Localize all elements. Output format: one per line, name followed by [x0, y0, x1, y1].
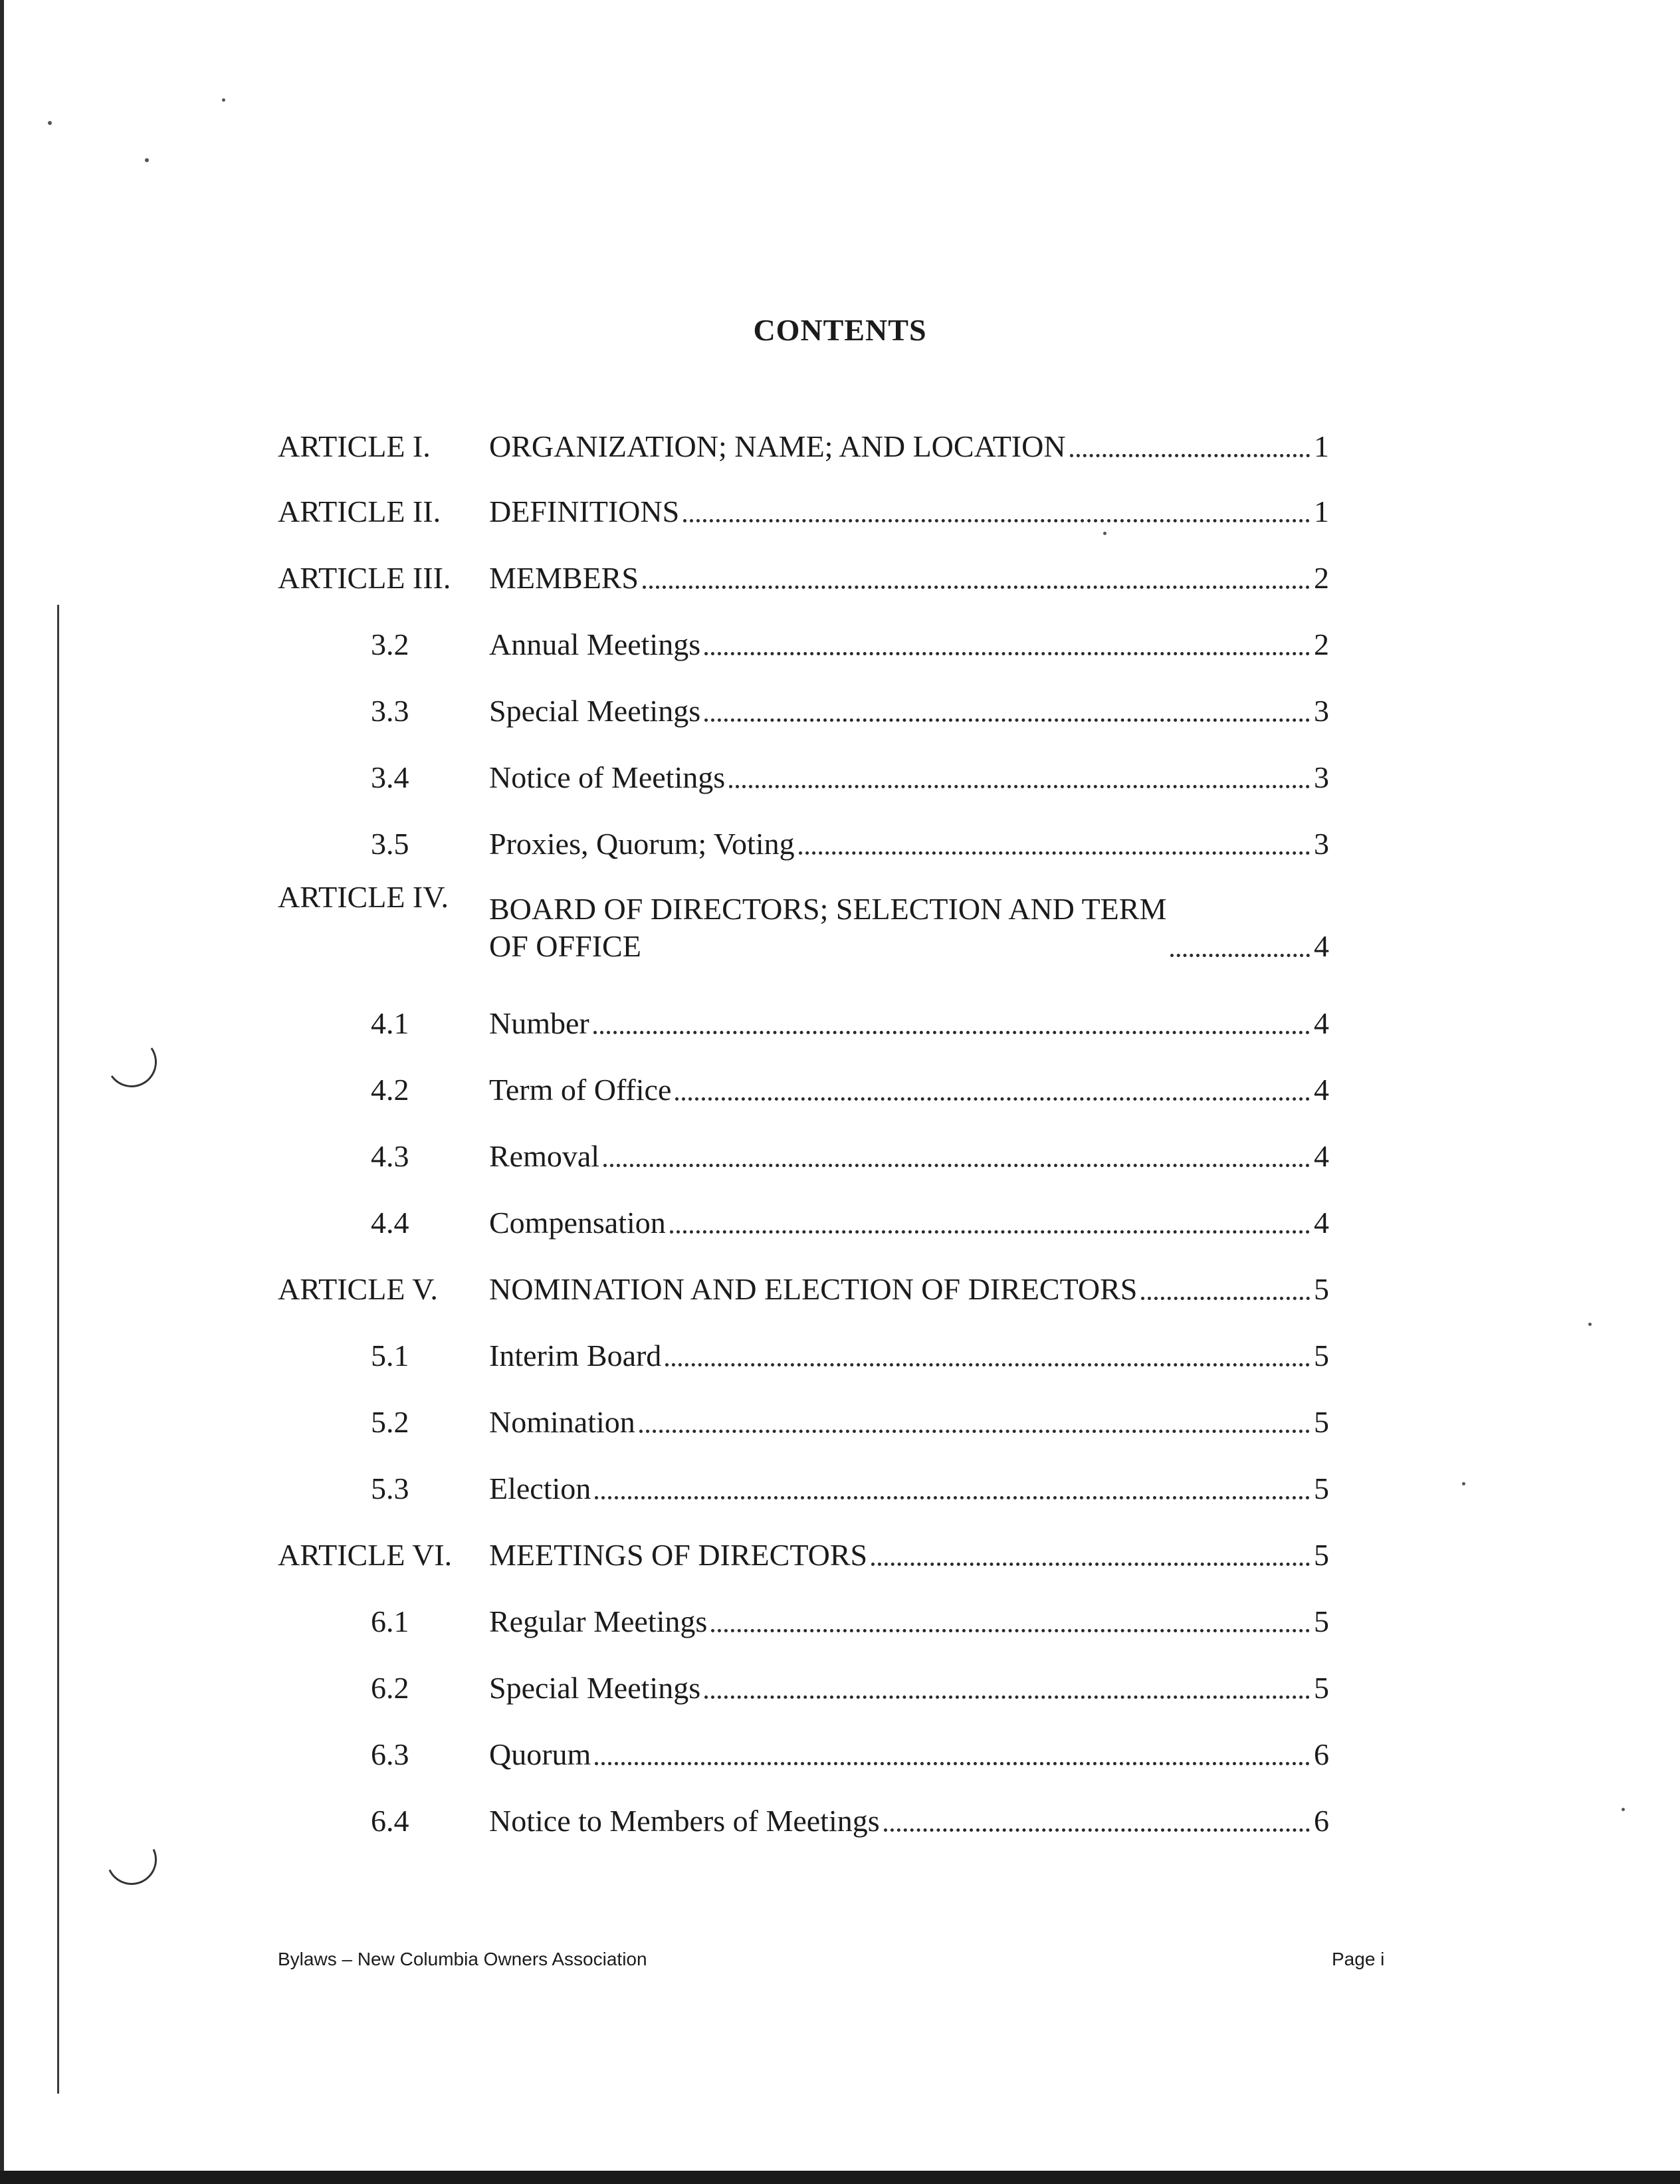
toc-dot-leader — [884, 1828, 1310, 1832]
toc-label: 4.1 — [371, 1006, 409, 1040]
toc-label: 3.4 — [371, 760, 409, 794]
toc-title: Term of Office — [489, 1073, 672, 1107]
toc-dot-leader — [683, 519, 1310, 522]
toc-section-row — [278, 1594, 1329, 1640]
toc-title: Annual Meetings — [489, 627, 701, 661]
toc-dot-leader — [603, 1164, 1310, 1167]
toc-entry — [489, 825, 1329, 863]
toc-section-row — [278, 1461, 1329, 1507]
toc-page-number: 4 — [1314, 1206, 1329, 1240]
toc-label: 4.3 — [371, 1139, 409, 1173]
toc-article-row — [278, 484, 1329, 530]
toc-entry — [489, 1337, 1329, 1374]
toc-title: BOARD OF DIRECTORS; SELECTION AND TERM — [489, 892, 1167, 926]
scan-speck — [48, 121, 52, 125]
toc-dot-leader — [643, 586, 1310, 589]
toc-dot-leader — [729, 785, 1310, 788]
toc-dot-leader — [595, 1762, 1310, 1765]
toc-entry — [489, 759, 1329, 796]
toc-label: ARTICLE V. — [278, 1272, 438, 1306]
toc-title: Notice of Meetings — [489, 760, 726, 794]
toc-dot-leader — [871, 1563, 1310, 1566]
margin-line — [57, 605, 59, 2094]
toc-article-row — [278, 419, 1329, 465]
toc-label: 6.2 — [371, 1671, 409, 1705]
toc-label: 6.4 — [371, 1804, 409, 1838]
toc-label: 3.2 — [371, 627, 409, 661]
toc-section-row — [278, 996, 1329, 1042]
toc-title: Number — [489, 1006, 589, 1040]
toc-label: 4.2 — [371, 1073, 409, 1107]
toc-title-continued: OF OFFICE — [489, 929, 641, 963]
toc-title: ORGANIZATION; NAME; AND LOCATION — [489, 429, 1066, 463]
toc-entry — [489, 1271, 1329, 1308]
toc-dot-leader — [639, 1430, 1310, 1433]
toc-dot-leader — [1170, 954, 1310, 957]
punch-hole-mark — [99, 1827, 163, 1892]
toc-page-number: 3 — [1314, 760, 1329, 794]
scan-edge-bottom — [0, 2171, 1680, 2184]
toc-label: 5.2 — [371, 1405, 409, 1439]
toc-title: Nomination — [489, 1405, 635, 1439]
toc-section-row — [278, 750, 1329, 796]
toc-entry — [489, 1138, 1329, 1175]
toc-title: Proxies, Quorum; Voting — [489, 827, 795, 861]
toc-dot-leader — [595, 1496, 1310, 1499]
toc-page-number: 1 — [1314, 429, 1329, 463]
toc-label: ARTICLE IV. — [278, 880, 449, 914]
toc-section-row — [278, 1793, 1329, 1840]
toc-page-number: 3 — [1314, 827, 1329, 861]
toc-label: 3.3 — [371, 694, 409, 728]
toc-title-block — [489, 891, 1166, 965]
toc-entry — [489, 1005, 1329, 1042]
scan-speck — [145, 158, 149, 162]
toc-page-number: 5 — [1314, 1538, 1329, 1572]
toc-page-number: 5 — [1314, 1272, 1329, 1306]
toc-entry — [489, 428, 1329, 465]
toc-page-number: 6 — [1314, 1804, 1329, 1838]
toc-page-number: 4 — [1314, 929, 1329, 963]
toc-entry — [489, 693, 1329, 730]
toc-section-row — [278, 1660, 1329, 1707]
toc-title: Special Meetings — [489, 694, 701, 728]
contents-heading: CONTENTS — [753, 313, 927, 347]
scan-speck — [222, 98, 225, 102]
footer-document-title: Bylaws – New Columbia Owners Association — [278, 1949, 647, 1969]
toc-label: ARTICLE I. — [278, 429, 431, 463]
scan-speck — [1103, 532, 1106, 535]
toc-section-row — [278, 1394, 1329, 1441]
toc-title: Quorum — [489, 1737, 591, 1771]
toc-label: 3.5 — [371, 827, 409, 861]
toc-dot-leader — [799, 851, 1310, 855]
toc-article-row — [278, 1527, 1329, 1574]
scan-speck — [1588, 1323, 1592, 1326]
toc-label: ARTICLE II. — [278, 494, 441, 528]
toc-page-number: 5 — [1314, 1671, 1329, 1705]
toc-section-row — [278, 1062, 1329, 1109]
toc-article-row — [278, 1261, 1329, 1308]
toc-section-row — [278, 1195, 1329, 1242]
toc-article-row — [278, 879, 1329, 965]
toc-title: Regular Meetings — [489, 1604, 708, 1638]
toc-label: 5.3 — [371, 1472, 409, 1505]
toc-title: NOMINATION AND ELECTION OF DIRECTORS — [489, 1272, 1138, 1306]
toc-page-number: 1 — [1314, 494, 1329, 528]
toc-section-row — [278, 1328, 1329, 1374]
toc-section-row — [278, 816, 1329, 863]
toc-page-number: 6 — [1314, 1737, 1329, 1771]
toc-dot-leader — [711, 1629, 1310, 1632]
toc-dot-leader — [1070, 454, 1310, 457]
toc-entry — [489, 1537, 1329, 1574]
toc-title: MEETINGS OF DIRECTORS — [489, 1538, 868, 1572]
scan-speck — [1622, 1808, 1625, 1811]
toc-page-number: 4 — [1314, 1006, 1329, 1040]
toc-page-number: 4 — [1314, 1139, 1329, 1173]
toc-page-number: 4 — [1314, 1073, 1329, 1107]
toc-label: 6.1 — [371, 1604, 409, 1638]
scan-speck — [1462, 1482, 1465, 1485]
toc-article-row — [278, 550, 1329, 597]
toc-title: Election — [489, 1472, 591, 1505]
toc-dot-leader — [675, 1097, 1310, 1101]
toc-entry — [489, 1802, 1329, 1840]
toc-dot-leader — [665, 1363, 1310, 1366]
toc-section-row — [278, 683, 1329, 730]
toc-dot-leader — [1141, 1297, 1310, 1300]
toc-dot-leader — [593, 1031, 1310, 1034]
toc-section-row — [278, 1129, 1329, 1175]
toc-dot-leader — [704, 652, 1310, 655]
toc-page-number: 2 — [1314, 627, 1329, 661]
toc-entry — [489, 1670, 1329, 1707]
toc-entry — [489, 1071, 1329, 1109]
toc-entry — [489, 1736, 1329, 1773]
footer-page-number: Page i — [1332, 1949, 1385, 1969]
toc-section-row — [278, 1727, 1329, 1773]
toc-title: Removal — [489, 1139, 600, 1173]
toc-label: 5.1 — [371, 1339, 409, 1372]
toc-dot-leader — [670, 1230, 1310, 1234]
toc-page-number: 3 — [1314, 694, 1329, 728]
toc-title: Compensation — [489, 1206, 666, 1240]
toc-title: DEFINITIONS — [489, 494, 680, 528]
toc-title: MEMBERS — [489, 561, 639, 595]
toc-page-number: 5 — [1314, 1405, 1329, 1439]
punch-hole-mark — [102, 1033, 161, 1091]
toc-dot-leader — [704, 1695, 1310, 1699]
toc-page-number: 5 — [1314, 1339, 1329, 1372]
toc-title: Special Meetings — [489, 1671, 701, 1705]
toc-entry — [489, 1204, 1329, 1242]
toc-label: ARTICLE VI. — [278, 1538, 453, 1572]
toc-entry — [489, 1470, 1329, 1507]
toc-label: 6.3 — [371, 1737, 409, 1771]
toc-entry — [489, 891, 1329, 965]
toc-page-number: 5 — [1314, 1472, 1329, 1505]
toc-entry — [489, 1603, 1329, 1640]
toc-entry — [489, 493, 1329, 530]
toc-page-number: 5 — [1314, 1604, 1329, 1638]
toc-label: 4.4 — [371, 1206, 409, 1240]
toc-dot-leader — [704, 718, 1310, 722]
toc-section-row — [278, 617, 1329, 663]
toc-entry — [489, 626, 1329, 663]
toc-entry — [489, 560, 1329, 597]
toc-page-number: 2 — [1314, 561, 1329, 595]
toc-entry — [489, 1404, 1329, 1441]
toc-title: Interim Board — [489, 1339, 662, 1372]
toc-label: ARTICLE III. — [278, 561, 451, 595]
toc-title: Notice to Members of Meetings — [489, 1804, 880, 1838]
